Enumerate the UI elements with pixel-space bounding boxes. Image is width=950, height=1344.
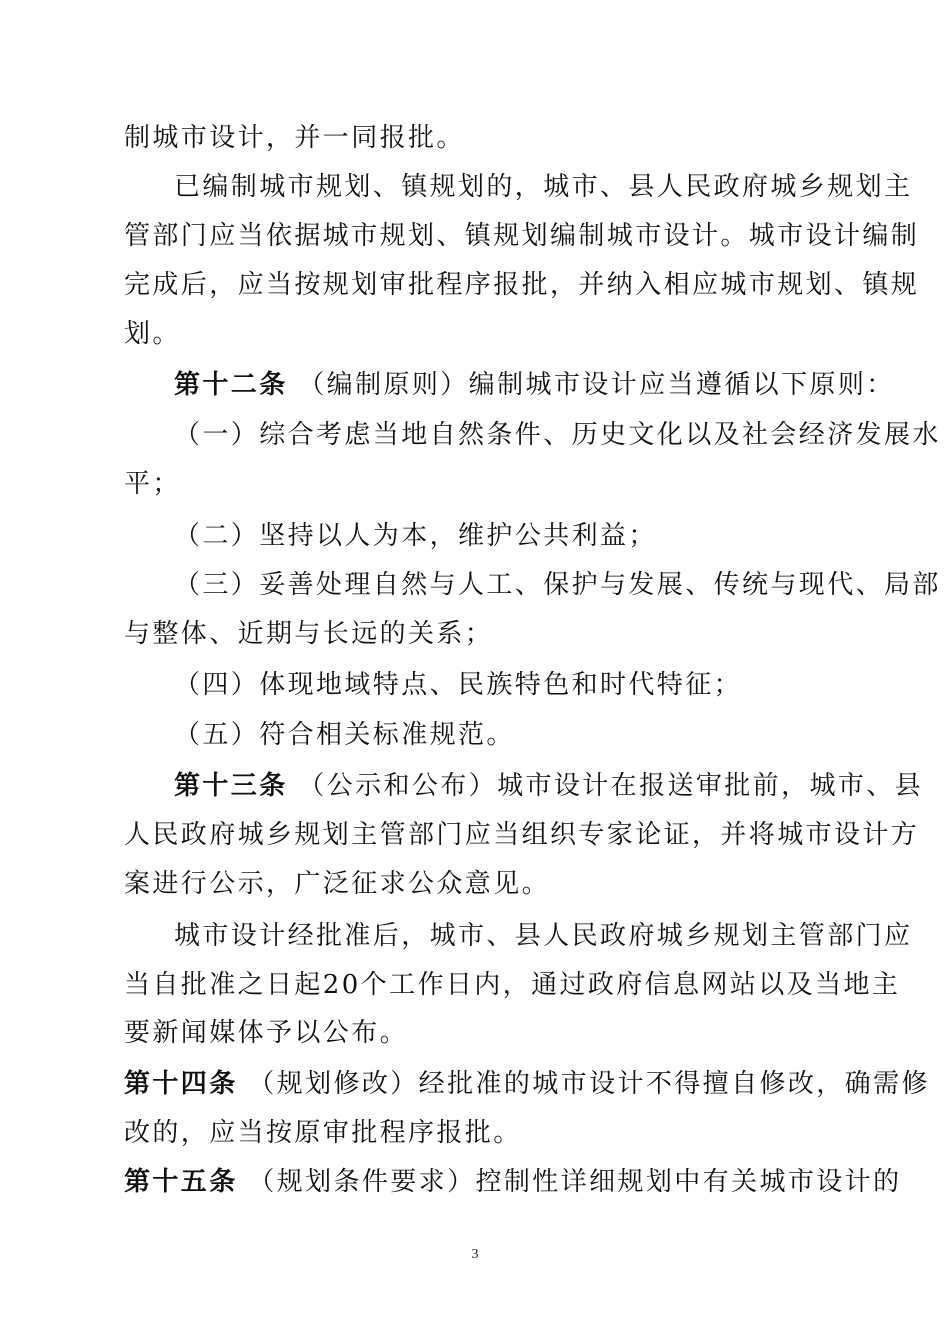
text-line: 人民政府城乡规划主管部门应当组织专家论证，并将城市设计方: [124, 820, 920, 850]
text-line: 制城市设计，并一同报批。: [124, 123, 465, 153]
article-text: （编制原则）编制城市设计应当遵循以下原则：: [298, 370, 895, 400]
text-line: 与整体、近期与长远的关系；: [124, 619, 494, 649]
text-line: （四）体现地域特点、民族特色和时代特征；: [174, 670, 743, 700]
text-line: 城市设计经批准后，城市、县人民政府城乡规划主管部门应: [174, 921, 913, 951]
text-line: （五）符合相关标准规范。: [174, 720, 515, 750]
article-13: [174, 769, 924, 803]
text-line: 案进行公示，广泛征求公众意见。: [124, 869, 551, 899]
article-heading: 第十四条: [124, 1069, 238, 1099]
text-line: （三）妥善处理自然与人工、保护与发展、传统与现代、局部: [174, 570, 941, 600]
text-line: （一）综合考虑当地自然条件、历史文化以及社会经济发展水: [174, 420, 941, 450]
article-text: （公示和公布）城市设计在报送审批前，城市、县: [298, 771, 924, 801]
article-heading: 第十三条: [174, 771, 288, 801]
text-line: 划。: [124, 319, 181, 349]
text-line: 管部门应当依据城市规划、镇规划编制城市设计。城市设计编制: [124, 221, 920, 251]
text-line: 平；: [124, 469, 181, 499]
text-line: 要新闻媒体予以公布。: [124, 1018, 409, 1048]
text-line: 改的，应当按原审批程序报批。: [124, 1118, 522, 1148]
article-14: [124, 1067, 930, 1101]
article-heading: 第十二条: [174, 370, 288, 400]
page-number: 3: [471, 1247, 479, 1262]
article-heading: 第十五条: [124, 1167, 238, 1197]
article-15: [124, 1165, 902, 1199]
text-line: 已编制城市规划、镇规划的，城市、县人民政府城乡规划主: [174, 172, 913, 202]
article-12: [174, 368, 895, 402]
article-text: （规划修改）经批准的城市设计不得擅自修改，确需修: [248, 1069, 930, 1099]
text-line: 完成后，应当按规划审批程序报批，并纳入相应城市规划、镇规: [124, 270, 920, 300]
text-line: 当自批准之日起20个工作日内，通过政府信息网站以及当地主: [124, 970, 901, 1000]
text-line: （二）坚持以人为本，维护公共利益；: [174, 521, 657, 551]
article-text: （规划条件要求）控制性详细规划中有关城市设计的: [248, 1167, 902, 1197]
